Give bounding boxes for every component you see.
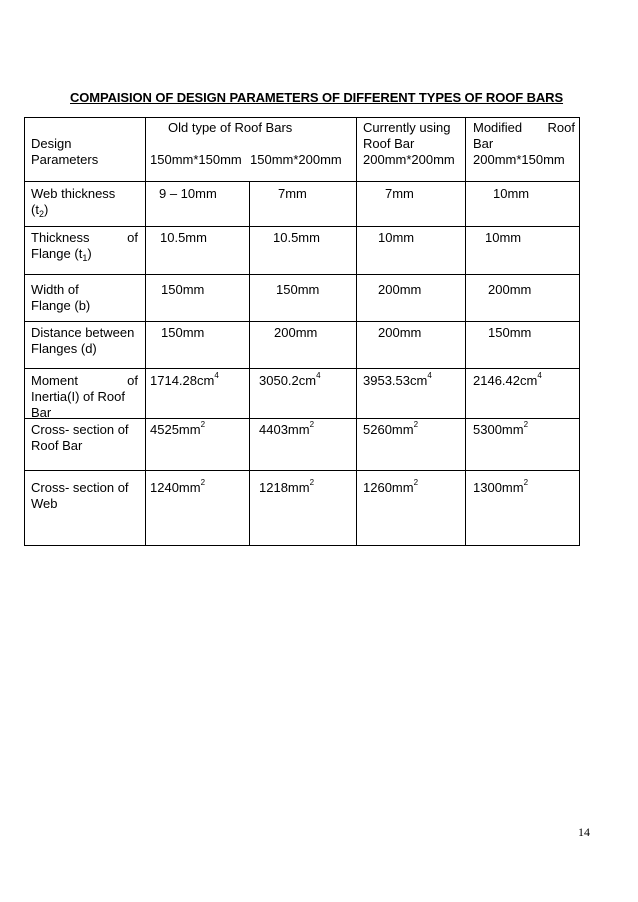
table-cell: $4525mm^2$ [150, 420, 206, 437]
table-cell: 7mm [278, 186, 307, 201]
row-label-flange-thickness: Thickness of Flange $(t_1)$ [31, 230, 138, 263]
table-cell: 10.5mm [160, 230, 207, 245]
row-label-flange-distance: Distance between Flanges (d) [31, 325, 135, 356]
table-cell: 10.5mm [273, 230, 320, 245]
row-label-web-thickness: Web thickness $(t_2)$ [31, 186, 116, 219]
table-cell: 150mm [276, 282, 320, 297]
header-old-150x150: 150mm*150mm [150, 152, 242, 167]
table-cell: $3050.2cm^4$ [259, 371, 321, 388]
row-divider [24, 226, 580, 227]
table-cell: $1714.28cm^4$ [150, 371, 219, 388]
table-cell: 200mm [274, 325, 318, 340]
table-cell: 200mm [488, 282, 532, 297]
table-cell: 200mm [378, 325, 422, 340]
row-divider [24, 470, 580, 471]
table-cell: $1260mm^2$ [363, 478, 419, 495]
table-cell: $4403mm^2$ [259, 420, 315, 437]
table-cell: 7mm [385, 186, 414, 201]
header-design-parameters: Design Parameters [31, 136, 99, 167]
table-cell: $5260mm^2$ [363, 420, 419, 437]
table-cell: 200mm [378, 282, 422, 297]
row-label-moment-of-inertia: Moment of Inertia(I) of Roof Bar [31, 373, 138, 420]
table-cell: 10mm [493, 186, 530, 201]
table-cell: $1218mm^2$ [259, 478, 315, 495]
table-cell: $3953.53cm^4$ [363, 371, 432, 388]
table-cell: 150mm [161, 282, 205, 297]
table-cell: 10mm [485, 230, 522, 245]
row-label-cross-section-web: Cross- section of Web [31, 480, 129, 511]
table-cell: $2146.42cm^4$ [473, 371, 542, 388]
document-title: COMPAISION OF DESIGN PARAMETERS OF DIFFERENT TYPES OF ROOF BARS [70, 90, 564, 105]
column-divider [249, 181, 250, 546]
table-cell: $5300mm^2$ [473, 420, 529, 437]
table-cell: 150mm [488, 325, 532, 340]
table-cell: 9 – 10mm [159, 186, 217, 201]
table-cell: 10mm [378, 230, 415, 245]
page-number: 14 [578, 825, 590, 839]
table-cell: 150mm [161, 325, 205, 340]
header-old-150x200: 150mm*200mm [250, 152, 342, 167]
row-label-flange-width: Width of Flange (b) [31, 282, 91, 313]
row-divider [24, 368, 580, 369]
table-cell: $1240mm^2$ [150, 478, 206, 495]
header-old-type: Old type of Roof Bars [168, 120, 293, 135]
row-divider [24, 321, 580, 322]
row-label-cross-section-roof-bar: Cross- section of Roof Bar [31, 422, 129, 453]
header-modified: Modified Roof Bar 200mm*150mm [473, 120, 575, 167]
table-cell: $1300mm^2$ [473, 478, 529, 495]
header-currently-using: Currently using Roof Bar 200mm*200mm [363, 120, 455, 167]
row-divider [24, 181, 580, 182]
row-divider [24, 274, 580, 275]
